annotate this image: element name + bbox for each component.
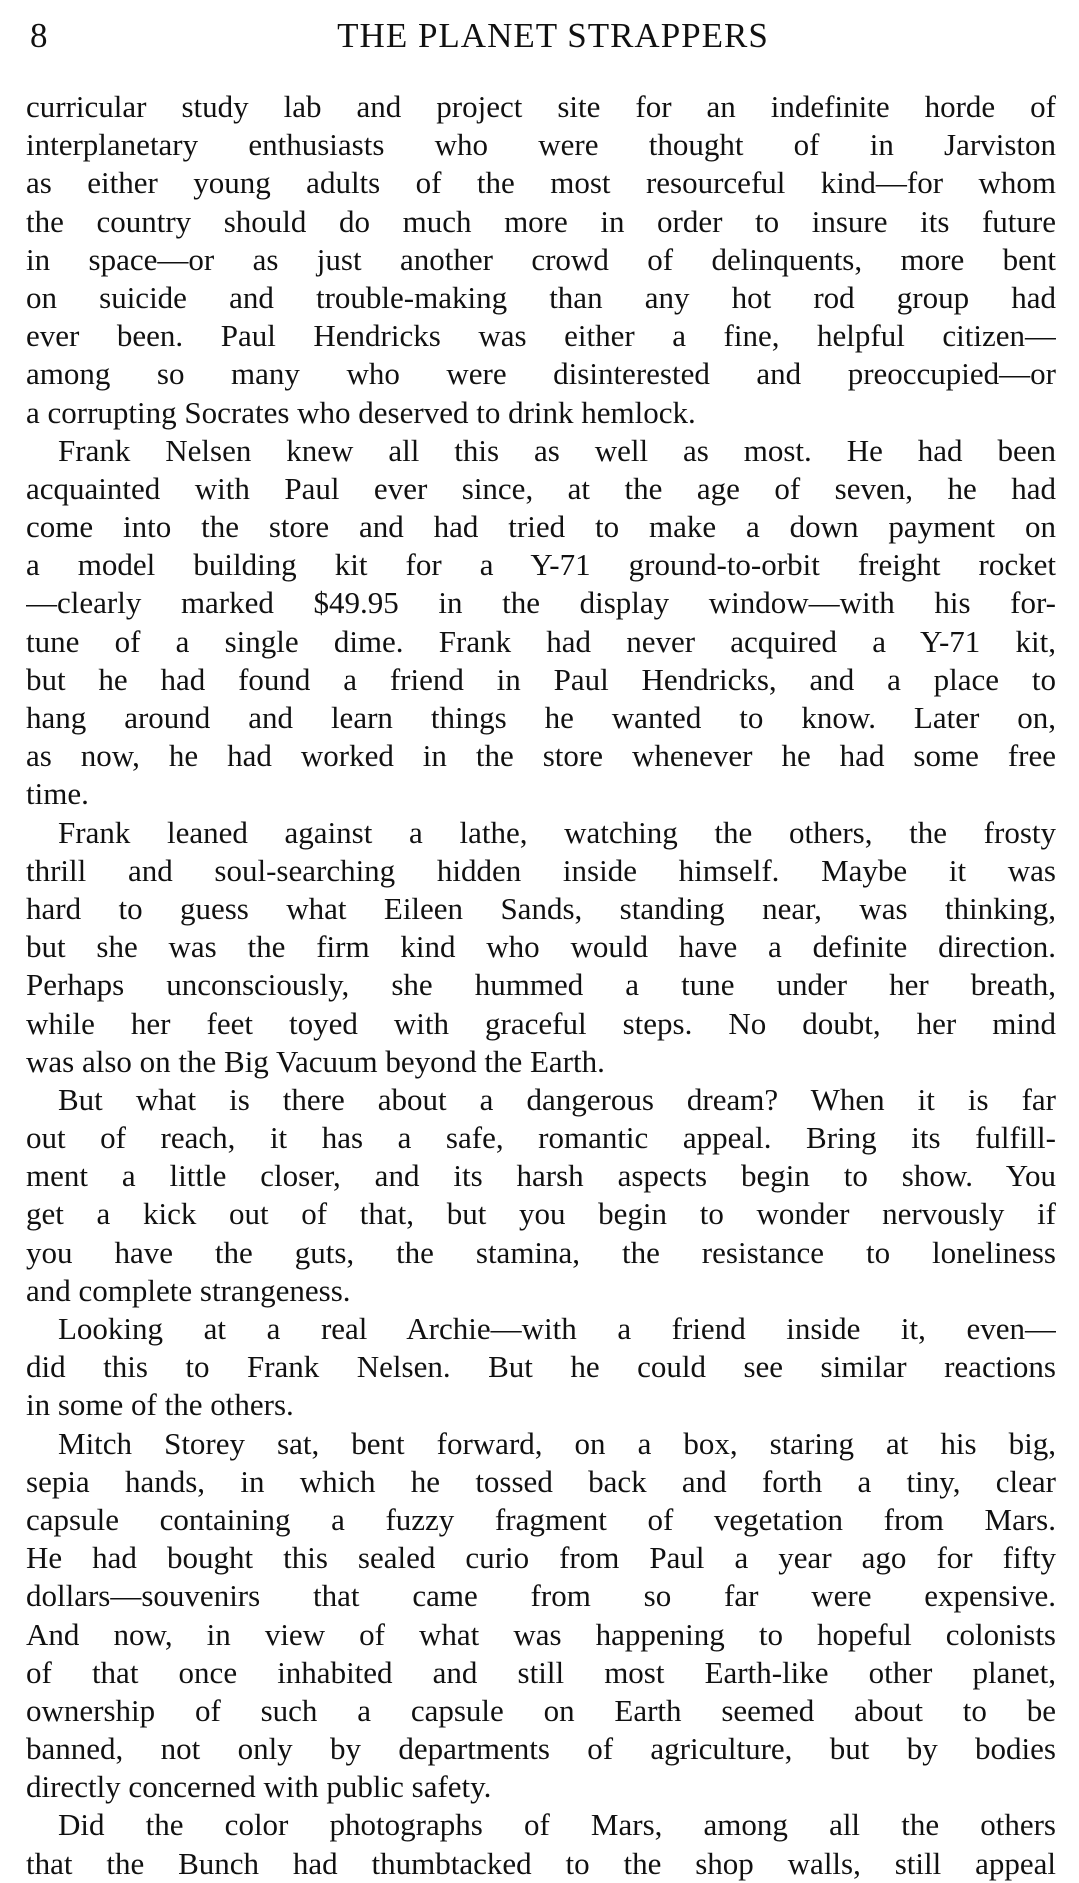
text-line: but she was the firm kind who would have a definite direction. xyxy=(26,929,1056,965)
running-head xyxy=(30,10,1056,62)
text-line: that the Bunch had thumbtacked to the shop walls, still appeal xyxy=(26,1845,1056,1881)
text-line: He had bought this sealed curio from Paul a year ago for fifty xyxy=(26,1540,1056,1576)
text-line: come into the store and had tried to make a down payment on xyxy=(26,509,1056,545)
text-line: thrill and soul-searching hidden inside himself. Maybe it was xyxy=(26,852,1056,888)
text-line: you have the guts, the stamina, the resistance to loneliness xyxy=(26,1234,1056,1270)
text-line: But what is there about a dangerous dream? When it is far xyxy=(58,1081,1056,1117)
text-line: Looking at a real Archie—with a friend inside it, even— xyxy=(58,1311,1056,1346)
text-line: Mitch Storey sat, bent forward, on a box, staring at his big, xyxy=(58,1425,1056,1461)
text-line: Perhaps unconsciously, she hummed a tune under her breath, xyxy=(26,967,1056,1003)
text-line: interplanetary enthusiasts who were thought of in Jarviston xyxy=(26,127,1056,163)
text-line: hard to guess what Eileen Sands, standing near, was thinking, xyxy=(26,890,1056,926)
text-line: tune of a single dime. Frank had never acquired a Y-71 kit, xyxy=(26,623,1056,659)
text-line: get a kick out of that, but you begin to wonder nervously if xyxy=(26,1196,1056,1232)
text-line: as now, he had worked in the store whenever he had some free xyxy=(26,738,1056,774)
text-line: of that once inhabited and still most Earth-like other planet, xyxy=(26,1654,1056,1690)
text-line: hang around and learn things he wanted to know. Later on, xyxy=(26,700,1056,735)
text-line: ment a little closer, and its harsh aspects begin to show. You xyxy=(26,1158,1056,1194)
body-text xyxy=(26,88,1056,1883)
text-line: among so many who were disinterested and preoccupied—or xyxy=(26,356,1056,392)
text-line: Did the color photographs of Mars, among all the others xyxy=(58,1807,1056,1843)
text-line: banned, not only by departments of agriculture, but by bodies xyxy=(26,1731,1056,1767)
text-line: as either young adults of the most resourceful kind—for whom xyxy=(26,165,1056,201)
text-line: curricular study lab and project site for an indefinite horde of xyxy=(26,89,1056,124)
text-line: ever been. Paul Hendricks was either a fine, helpful citizen— xyxy=(26,318,1056,354)
text-line: out of reach, it has a safe, romantic appeal. Bring its fulfill- xyxy=(26,1120,1056,1156)
text-line: capsule containing a fuzzy fragment of vegetation from Mars. xyxy=(26,1501,1056,1537)
text-line: dollars—souvenirs that came from so far were expensive. xyxy=(26,1578,1056,1614)
text-line: in space—or as just another crowd of delinquents, more bent xyxy=(26,241,1056,277)
text-line: did this to Frank Nelsen. But he could see similar reactions xyxy=(26,1349,1056,1385)
text-line: time. xyxy=(26,776,89,812)
text-line: directly concerned with public safety. xyxy=(26,1769,492,1805)
text-line: sepia hands, in which he tossed back and forth a tiny, clear xyxy=(26,1463,1056,1499)
text-line: ownership of such a capsule on Earth seemed about to be xyxy=(26,1692,1056,1728)
text-line: and complete strangeness. xyxy=(26,1272,351,1308)
text-line: Frank Nelsen knew all this as well as most. He had been xyxy=(58,432,1056,468)
text-line: And now, in view of what was happening to hopeful colonists xyxy=(26,1616,1056,1652)
text-line: the country should do much more in order to insure its future xyxy=(26,203,1056,239)
text-line: while her feet toyed with graceful steps. No doubt, her mind xyxy=(26,1005,1056,1041)
text-line: on suicide and trouble-making than any hot rod group had xyxy=(26,279,1056,315)
text-line: a corrupting Socrates who deserved to drink hemlock. xyxy=(26,394,696,430)
text-line: in some of the others. xyxy=(26,1387,294,1423)
text-line: acquainted with Paul ever since, at the age of seven, he had xyxy=(26,470,1056,506)
text-line: was also on the Big Vacuum beyond the Earth. xyxy=(26,1043,605,1079)
running-title: THE PLANET STRAPPERS xyxy=(337,16,769,55)
text-line: but he had found a friend in Paul Hendricks, and a place to xyxy=(26,661,1056,697)
text-line: a model building kit for a Y-71 ground-to-orbit freight rocket xyxy=(26,547,1056,583)
text-line: Frank leaned against a lathe, watching the others, the frosty xyxy=(58,814,1056,850)
text-line: —clearly marked $49.95 in the display window—with his for- xyxy=(26,585,1056,621)
page-number: 8 xyxy=(30,16,48,55)
